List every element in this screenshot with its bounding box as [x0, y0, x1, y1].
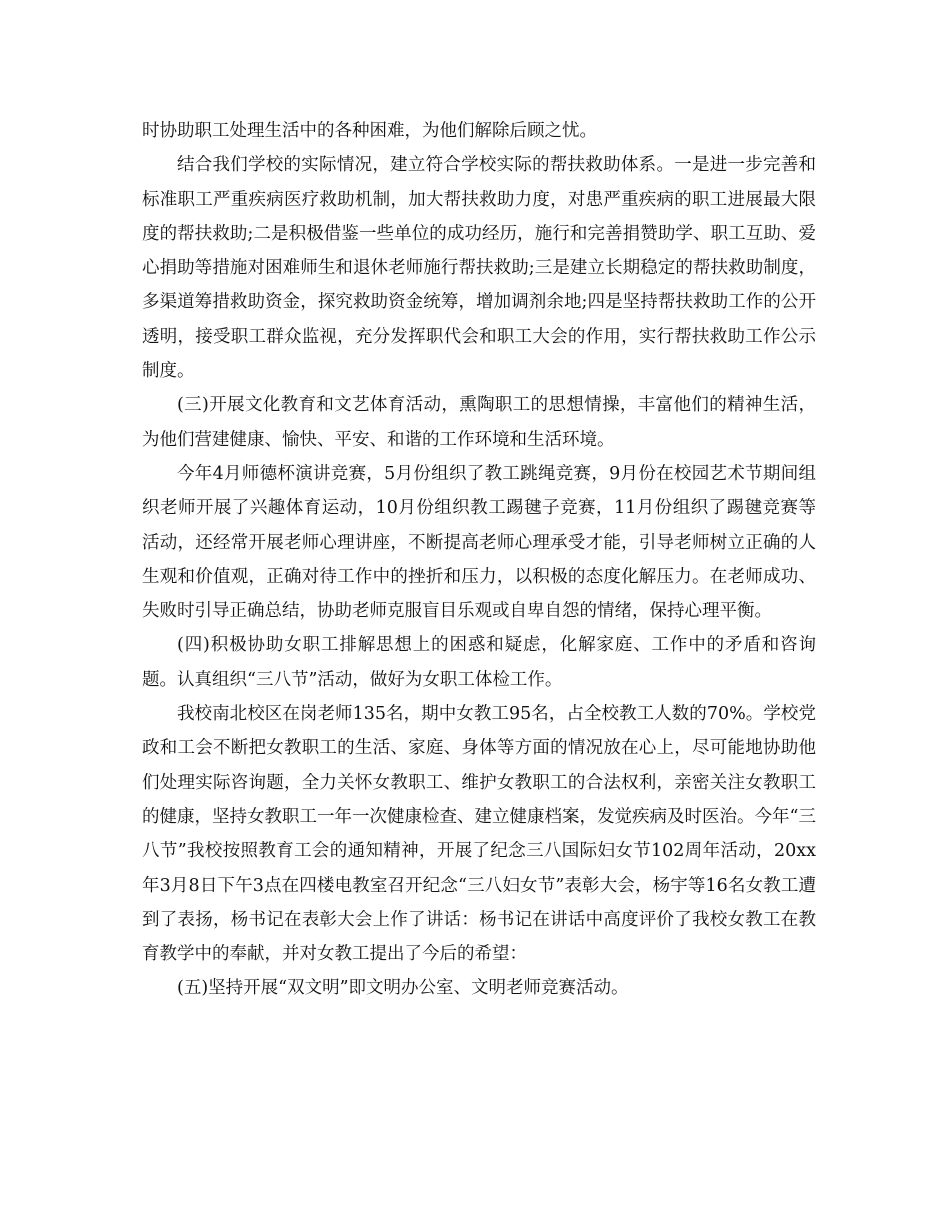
paragraph-continuation: 时协助职工处理生活中的各种困难，为他们解除后顾之忧。	[142, 121, 597, 141]
paragraph-female-staff: 我校南北校区在岗老师135名，期中女教工95名，占全校教工人数的70%。学校党政和工会不断把女教职工的生活、家庭、身体等方面的情况放在心上，尽可能地协助他们处理实际咨询题，全力关怀女教职工、维护女教职工的合法权利，亲密关注女教职工的健康，坚持女教职工一年一次健康检查、建立健康档案，发觉疾病及时医治。今年“三八节”我校按照教育工会的通知精神，开展了纪念三八国际妇女节102周年活动，20xx年3月8日下午3点在四楼电教室召开纪念“三八妇女节”表彰大会，杨宇等16名女教工遭到了表扬，杨书记在表彰大会上作了讲话：杨书记在讲话中高度评价了我校女教工在教育教学中的奉献，并对女教工提出了今后的希望：	[142, 704, 816, 965]
document-body	[142, 114, 816, 1006]
paragraph-section-five: (五)坚持开展“双文明”即文明办公室、文明老师竞赛活动。	[177, 978, 629, 999]
paragraph-section-four: (四)积极协助女职工排解思想上的困惑和疑虑，化解家庭、工作中的矛盾和咨询题。认真组织“三八节”活动，做好为女职工体检工作。	[142, 635, 816, 690]
paragraph-activities: 今年4月师德杯演讲竞赛，5月份组织了教工跳绳竞赛，9月份在校园艺术节期间组织老师开展了兴趣体育运动，10月份组织教工踢毽子竞赛，11月份组织了踢毽竞赛等活动，还经常开展老师心理讲座，不断提高老师心理承受才能，引导老师树立正确的人生观和价值观，正确对待工作中的挫折和压力，以积极的态度化解压力。在老师成功、失败时引导正确总结，协助老师克服盲目乐观或自卑自怨的情绪，保持心理平衡。	[142, 463, 816, 622]
paragraph-section-three: (三)开展文化教育和文艺体育活动，熏陶职工的思想情操，丰富他们的精神生活，为他们营建健康、愉快、平安、和谐的工作环境和生活环境。	[142, 395, 816, 450]
paragraph-assistance-system: 结合我们学校的实际情况，建立符合学校实际的帮扶救助体系。一是进一步完善和标准职工严重疾病医疗救助机制，加大帮扶救助力度，对患严重疾病的职工进展最大限度的帮扶救助;二是积极借鉴一些单位的成功经历，施行和完善捐赞助学、职工互助、爱心捐助等措施对困难师生和退休老师施行帮扶救助;三是建立长期稳定的帮扶救助制度，多渠道筹措救助资金，探究救助资金统筹，增加调剂余地;四是坚持帮扶救助工作的公开透明，接受职工群众监视，充分发挥职代会和职工大会的作用，实行帮扶救助工作公示制度。	[142, 155, 816, 382]
